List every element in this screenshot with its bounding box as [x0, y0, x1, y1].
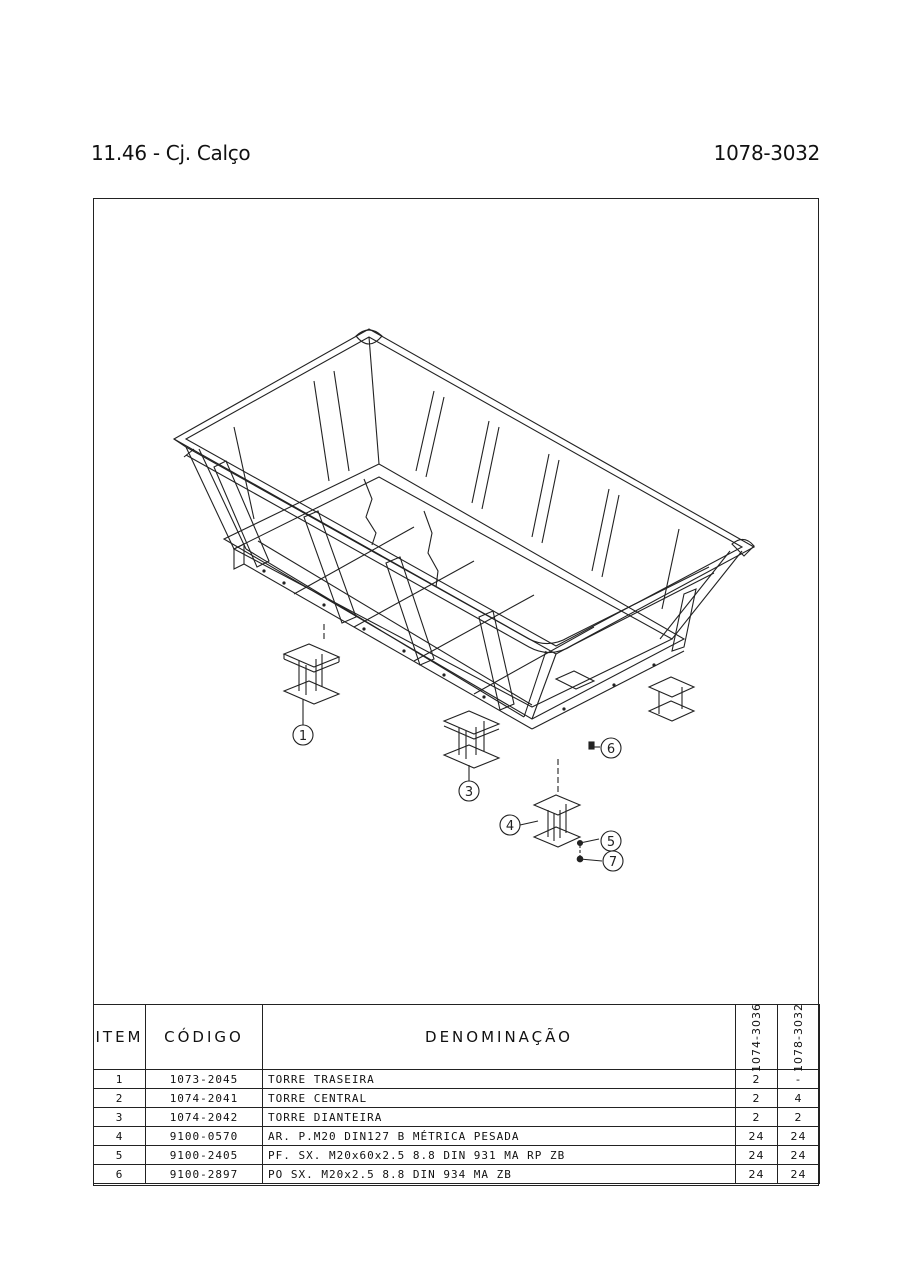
row-item: 3 — [94, 1108, 146, 1127]
row-code: 9100-2405 — [146, 1146, 263, 1165]
row-description: PF. SX. M20x60x2.5 8.8 DIN 931 MA RP ZB — [263, 1146, 736, 1165]
row-qty-a: 2 — [736, 1070, 778, 1089]
row-item: 5 — [94, 1146, 146, 1165]
balloon-7-label: 7 — [608, 855, 618, 870]
row-description: TORRE CENTRAL — [263, 1089, 736, 1108]
row-code: 9100-2897 — [146, 1165, 263, 1184]
table-row — [94, 1108, 820, 1127]
row-item: 6 — [94, 1165, 146, 1184]
row-qty-b: 24 — [778, 1146, 820, 1165]
balloon-1-label: 1 — [298, 729, 308, 744]
support-block-3 — [444, 711, 499, 768]
row-qty-a: 24 — [736, 1127, 778, 1146]
header-model-b-label: 1078-3032 — [792, 1002, 805, 1072]
row-code: 1074-2041 — [146, 1089, 263, 1108]
table-row — [94, 1127, 820, 1146]
header-model-a-label: 1074-3036 — [750, 1002, 763, 1072]
row-qty-b: - — [778, 1070, 820, 1089]
technical-drawing — [94, 199, 818, 1004]
row-qty-b: 24 — [778, 1165, 820, 1184]
header-code: CÓDIGO — [146, 1005, 263, 1070]
bom-header-row — [94, 1005, 820, 1070]
row-code: 1074-2042 — [146, 1108, 263, 1127]
row-code: 9100-0570 — [146, 1127, 263, 1146]
row-qty-b: 24 — [778, 1127, 820, 1146]
row-qty-a: 24 — [736, 1165, 778, 1184]
row-description: PO SX. M20x2.5 8.8 DIN 934 MA ZB — [263, 1165, 736, 1184]
bill-of-materials — [93, 1004, 820, 1184]
fasteners — [577, 742, 594, 862]
page-title: 11.46 - Cj. Calço — [91, 141, 251, 165]
header-model-b — [778, 1002, 820, 1072]
table-row — [94, 1165, 820, 1184]
balloon-7 — [603, 851, 623, 871]
balloon-5 — [601, 831, 621, 851]
row-qty-b: 2 — [778, 1108, 820, 1127]
assembly-code: 1078-3032 — [713, 141, 820, 165]
row-item: 1 — [94, 1070, 146, 1089]
balloon-4-label: 4 — [505, 819, 515, 834]
hopper-body — [174, 329, 754, 729]
table-row — [94, 1146, 820, 1165]
header-description: DENOMINAÇÃO — [263, 1005, 736, 1070]
row-qty-a: 2 — [736, 1089, 778, 1108]
row-description: TORRE DIANTEIRA — [263, 1108, 736, 1127]
row-description: AR. P.M20 DIN127 B MÉTRICA PESADA — [263, 1127, 736, 1146]
row-code: 1073-2045 — [146, 1070, 263, 1089]
balloon-5-label: 5 — [606, 835, 616, 850]
table-row — [94, 1089, 820, 1108]
balloon-6-label: 6 — [606, 742, 616, 757]
balloon-4 — [500, 815, 538, 835]
row-qty-a: 2 — [736, 1108, 778, 1127]
row-description: TORRE TRASEIRA — [263, 1070, 736, 1089]
header-model-a — [736, 1002, 778, 1072]
header-item: ITEM — [94, 1005, 146, 1070]
row-item: 4 — [94, 1127, 146, 1146]
balloon-6 — [601, 738, 621, 758]
drawing-frame — [93, 198, 819, 1186]
row-qty-a: 24 — [736, 1146, 778, 1165]
balloon-3-label: 3 — [464, 785, 474, 800]
balloon-1 — [293, 699, 313, 745]
table-row — [94, 1070, 820, 1089]
support-block-1 — [284, 624, 339, 704]
row-qty-b: 4 — [778, 1089, 820, 1108]
balloon-3 — [459, 765, 479, 801]
row-item: 2 — [94, 1089, 146, 1108]
support-block-4 — [534, 759, 580, 847]
